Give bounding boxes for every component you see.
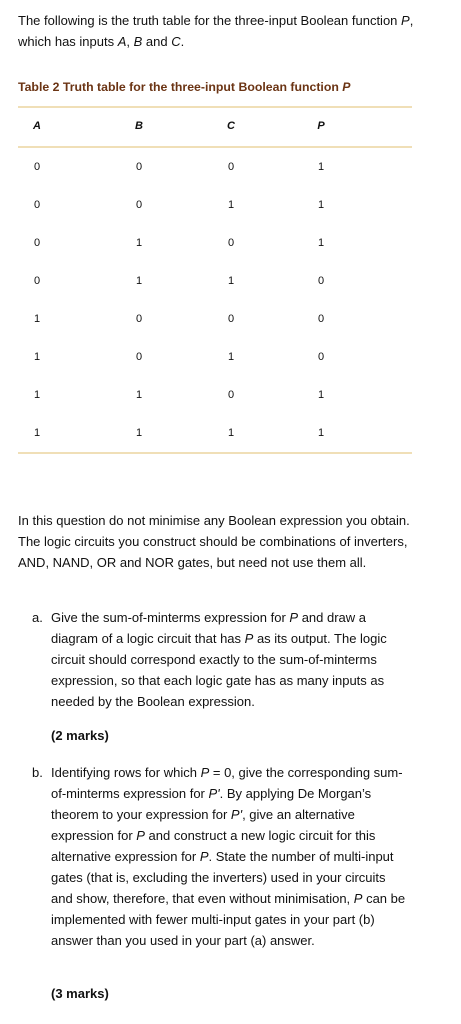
question-b-label: b. xyxy=(32,765,43,780)
cell-p: 1 xyxy=(317,389,325,401)
cell-a: 1 xyxy=(33,427,41,439)
cell-p: 1 xyxy=(317,237,325,249)
cell-p: 0 xyxy=(317,275,325,287)
cell-b: 1 xyxy=(135,389,143,401)
question-a-marks: (2 marks) xyxy=(51,728,109,743)
header-b: B xyxy=(135,120,143,132)
cell-p: 0 xyxy=(317,351,325,363)
table-row xyxy=(18,224,412,262)
cell-a: 1 xyxy=(33,389,41,401)
table-row xyxy=(18,414,412,452)
cell-p: 1 xyxy=(317,427,325,439)
cell-p: 1 xyxy=(317,199,325,211)
cell-b: 0 xyxy=(135,351,143,363)
cell-c: 0 xyxy=(227,237,235,249)
cell-b: 0 xyxy=(135,313,143,325)
table-header-row xyxy=(18,106,412,148)
table-row xyxy=(18,186,412,224)
cell-b: 0 xyxy=(135,199,143,211)
table-caption: Table 2 Truth table for the three-input Boolean function P xyxy=(18,80,351,94)
table-row xyxy=(18,262,412,300)
header-a: A xyxy=(33,120,41,132)
table-row xyxy=(18,300,412,338)
cell-b: 0 xyxy=(135,161,143,173)
header-c: C xyxy=(227,120,235,132)
cell-b: 1 xyxy=(135,275,143,287)
instructions-paragraph: In this question do not minimise any Boolean expression you obtain. The logic circuits you construct should be combinations of inverters, AND, NAND, OR and NOR gates, but need not use them all. xyxy=(18,513,410,570)
table-bottom-rule xyxy=(18,452,412,454)
question-b xyxy=(32,762,407,951)
table-row xyxy=(18,338,412,376)
question-b-text: Identifying rows for which P = 0, give the corresponding sum-of-minterms expression for P'. By applying De Morgan’s theorem to your expression for P', give an alternative expression for P and construct a new logic circuit for this alternative expression for P. State the number of multi-input gates (that is, excluding the inverters) used in your circuits and show, therefore, that even without minimisation, P can be implemented with fewer multi-input gates in your part (b) answer than you used in your part (a) answer. xyxy=(51,765,406,948)
cell-c: 0 xyxy=(227,389,235,401)
cell-c: 1 xyxy=(227,199,235,211)
cell-p: 1 xyxy=(317,161,325,173)
table-body xyxy=(18,148,412,452)
truth-table xyxy=(18,106,412,454)
cell-b: 1 xyxy=(135,237,143,249)
header-p: P xyxy=(317,120,325,132)
table-row xyxy=(18,376,412,414)
question-a-label: a. xyxy=(32,610,43,625)
intro-text: The following is the truth table for the three-input Boolean function P, which has inputs A, B and C. xyxy=(18,13,414,49)
table-row xyxy=(18,148,412,186)
cell-a: 1 xyxy=(33,351,41,363)
cell-a: 0 xyxy=(33,237,41,249)
cell-p: 0 xyxy=(317,313,325,325)
cell-c: 0 xyxy=(227,161,235,173)
cell-a: 0 xyxy=(33,199,41,211)
question-a xyxy=(32,607,407,712)
cell-c: 1 xyxy=(227,427,235,439)
cell-b: 1 xyxy=(135,427,143,439)
cell-c: 0 xyxy=(227,313,235,325)
cell-a: 1 xyxy=(33,313,41,325)
cell-a: 0 xyxy=(33,161,41,173)
question-b-marks: (3 marks) xyxy=(51,986,109,1001)
cell-a: 0 xyxy=(33,275,41,287)
cell-c: 1 xyxy=(227,275,235,287)
question-a-text: Give the sum-of-minterms expression for P and draw a diagram of a logic circuit that has P as its output. The logic circuit should correspond exactly to the sum-of-minterms expression, so that each logic gate has as many inputs as needed by the Boolean expression. xyxy=(51,610,387,709)
cell-c: 1 xyxy=(227,351,235,363)
